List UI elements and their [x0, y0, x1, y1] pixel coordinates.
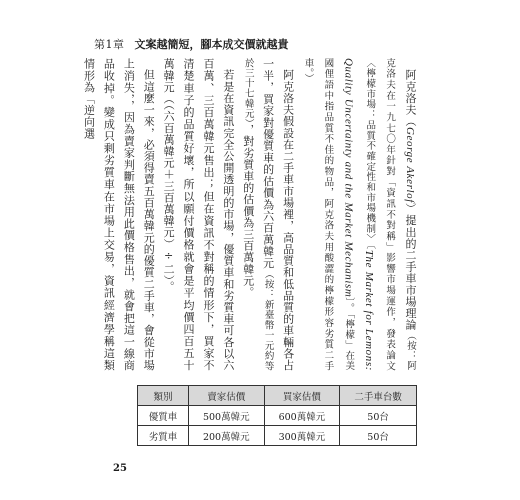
table-cell: 500萬韓元: [188, 406, 264, 426]
body-text: [82, 58, 420, 372]
table-cell: 優質車: [138, 406, 189, 426]
running-header: [94, 36, 434, 54]
table-cell: 200萬韓元: [188, 426, 264, 446]
chapter-label: 第1章: [94, 38, 125, 51]
table-header-row: [138, 386, 417, 406]
author-name-en: George Akerlof: [404, 127, 416, 203]
page-number: 25: [113, 463, 127, 474]
table-cell: 300萬韓元: [264, 426, 340, 446]
col-header: 賣家估價: [188, 386, 264, 406]
paragraph-3: 若是在資訊完全公開透明的市場，優質車和劣質車可各以六百萬、三百萬韓元售出；但在資訊不對稱的情形下，買家不清楚車子的品質好壞，所以願付價格就會是平均價四百五十萬韓元（（六百萬韓元＋三百萬韓元）÷二）。: [162, 58, 235, 371]
currency-note: （按：新臺幣一元約等於三十七韓元）: [242, 58, 274, 372]
table-cell: 50台: [340, 426, 417, 446]
col-header: 買家估價: [264, 386, 340, 406]
table-row: [138, 406, 417, 426]
paragraph-2: 阿克洛夫假設在二手車市場裡，高品質和低品質的車輛各占一半，買家對優質車的估價為六百萬韓元（按：新臺幣一元約等於三十七韓元），對劣質車的估價為三百萬韓元。: [241, 58, 295, 372]
table-cell: 600萬韓元: [264, 406, 340, 426]
chapter-title: 文案越簡短，腳本成交價就越貴: [134, 38, 289, 51]
col-header: 類別: [138, 386, 189, 406]
col-header: 二手車台數: [340, 386, 417, 406]
paragraph-1: 阿克洛夫（George Akerlof）提出的二手車市場理論（按：阿克洛夫在一九七〇年針對「資訊不對稱」影響市場運作，發表論文〈檸檬市場：品質不確定性和市場機制〉〔The Market for Lemons: Quality Uncertainty and the Market Mechanism〕。「檸檬」在美國俚語中指品質不佳的物品，阿克洛夫用酸澀的檸檬形容劣質二手車。）: [302, 58, 417, 371]
table-row: [138, 426, 417, 446]
table-cell: 50台: [340, 406, 417, 426]
translator-note: （按：阿克洛夫在一九七〇年針對「資訊不對稱」影響市場運作，發表論文〈檸檬市場：品質不確定性和市場機制〉〔: [364, 58, 416, 371]
paragraph-4: 但這麼一來，必須得賣五百萬韓元的優質二手車，會從市場上消失，，因為賣家判斷無法用此價格售出，就會把這一線商品收掉。變成只剩劣質車在市場上交易，資訊經濟學稱這類情形為「逆向選: [82, 58, 156, 371]
table-cell: 劣質車: [138, 426, 189, 446]
paper-title-en: The Market for Lemons: Quality Uncertainty and the Market Mechanism: [342, 58, 376, 371]
price-table: [137, 385, 417, 446]
